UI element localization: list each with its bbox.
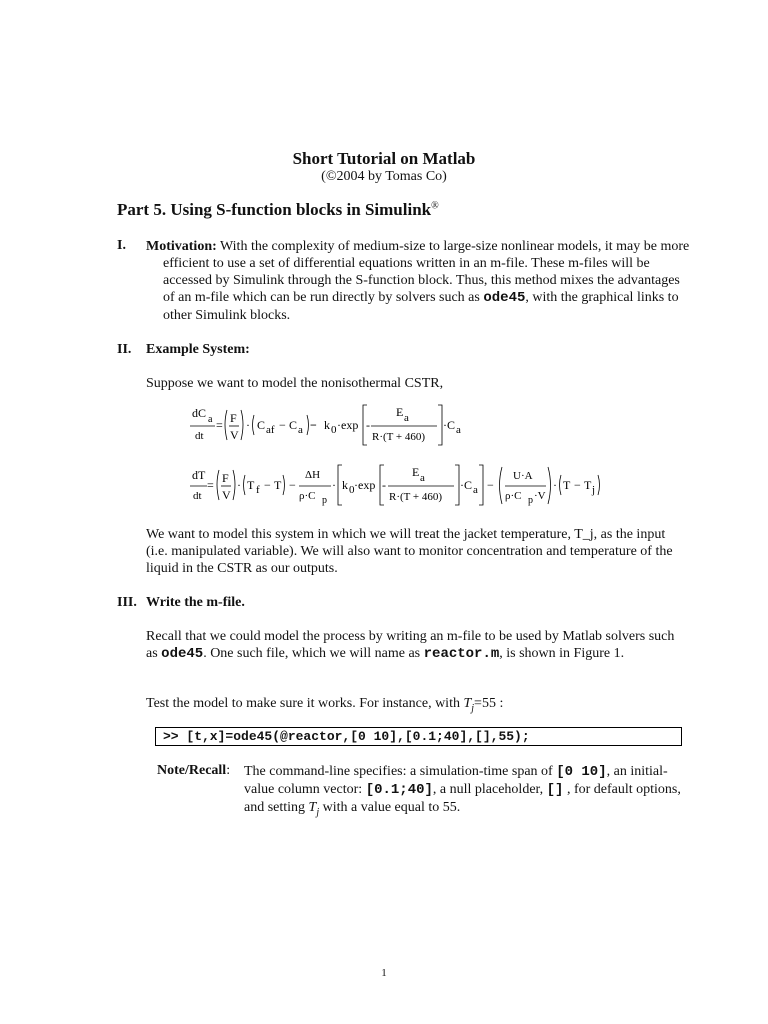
part-title: Part 5. Using S-function blocks in Simulink <box>117 200 432 219</box>
eq1-tail-sub: a <box>456 424 461 436</box>
eq2-rhoCp: ρ·C <box>299 490 316 502</box>
eq2-rhoCp-sub: p <box>322 495 327 506</box>
section-3-paragraph-2 <box>146 695 676 717</box>
eq1-Ea: E <box>396 405 404 419</box>
eq1-neg: - <box>366 418 370 432</box>
eq2-lhs-num: dT <box>192 468 206 482</box>
s3-p2-text-b: =55 : <box>474 696 504 711</box>
note-code-null: [] <box>546 782 564 798</box>
section-2-title: Example System: <box>146 342 250 357</box>
note-code-initial: [0.1;40] <box>365 782 433 798</box>
eq2-dot-3: · <box>553 478 557 492</box>
page-number: 1 <box>381 967 387 979</box>
eq2-k0: k <box>342 478 348 492</box>
eq1-F: F <box>230 411 237 425</box>
eq2-Tf-sub: f <box>256 484 260 496</box>
eq2-Tf: T <box>247 478 255 492</box>
eq1-minus: − <box>279 418 286 432</box>
eq2-neg: - <box>382 478 386 492</box>
section-1-code: ode45 <box>483 290 526 306</box>
eq1-lhs-num-sub: a <box>208 414 213 425</box>
s3-p1-code-reactor: reactor.m <box>423 646 500 662</box>
equation-1 <box>185 402 615 453</box>
eq2-Tj-sub: j <box>592 484 596 496</box>
eq2-minus-d: − <box>574 478 581 492</box>
note-label-text: Note/Recall <box>157 763 227 778</box>
section-1-text-b: , with the graphical links to other Simulink blocks. <box>163 290 679 323</box>
s3-p1-text-a: Recall that we could model the process by writing an m-file to be used by Matlab solvers such as <box>146 629 675 661</box>
s3-p1-code-ode45: ode45 <box>161 646 204 662</box>
eq1-Ca-sub: a <box>298 424 303 436</box>
eq2-T: T <box>274 478 282 492</box>
eq1-k0: k <box>324 418 330 432</box>
note-body <box>244 763 684 821</box>
note-var: T <box>308 800 317 815</box>
eq2-Ca: ·C <box>460 478 472 492</box>
eq1-Caf-sub: af <box>266 424 275 436</box>
section-2-after: We want to model this system in which we will treat the jacket temperature, T_j, as the input (i.e. manipulated variable). We will also want to monitor concentration and temperature of the liquid in the CSTR as our outputs. <box>146 527 673 576</box>
note-text-2: , an initial-value column vector: <box>244 764 668 797</box>
note-text-1: The command-line specifies: a simulation-time span of <box>244 764 557 779</box>
eq1-k0-sub: 0 <box>331 424 337 436</box>
eq1-Ca: C <box>289 418 298 432</box>
note-text-3: , a null placeholder, <box>432 782 547 797</box>
eq1-V: V <box>230 428 239 442</box>
s3-p2-var-sub: j <box>471 702 475 714</box>
eq2-k0-sub: 0 <box>349 484 355 496</box>
eq2-rhoCpV: ρ·C <box>505 490 522 502</box>
section-3-paragraph-1 <box>146 628 676 663</box>
eq2-exp: ·exp <box>354 478 376 492</box>
eq1-tail: ·C <box>443 418 455 432</box>
eq2-equals: = <box>207 478 214 492</box>
s3-p1-text-c: , is shown in Figure 1. <box>499 646 625 661</box>
eq1-minus-2: − <box>310 418 317 432</box>
eq2-Ca-sub: a <box>473 484 478 496</box>
section-3-number: III. <box>117 595 137 610</box>
eq2-Ea: E <box>412 465 420 479</box>
section-3-title: Write the m-file. <box>146 595 245 610</box>
section-1-title: Motivation: <box>146 239 217 254</box>
eq1-lhs-den: dt <box>195 430 204 442</box>
eq1-equals: = <box>216 418 223 432</box>
eq2-Ea-sub: a <box>420 472 425 484</box>
note-var-sub: j <box>316 806 320 818</box>
eq2-T2: T <box>563 478 571 492</box>
note-label <box>157 763 230 779</box>
eq2-dot-2: · <box>332 478 336 492</box>
eq2-minus-c: − <box>487 478 494 492</box>
s3-p2-text-a: Test the model to make sure it works. For instance, with <box>146 696 464 711</box>
section-1-number: I. <box>117 238 126 253</box>
note-text-4: , for default options, and setting <box>244 782 681 815</box>
document-subtitle: (©2004 by Tomas Co) <box>321 169 447 184</box>
eq1-Ea-sub: a <box>404 412 409 424</box>
eq1-Caf: C <box>257 418 266 432</box>
note-code-timespan: [0 10] <box>556 764 607 780</box>
eq2-minus-a: − <box>264 478 271 492</box>
eq2-den: R·(T + 460) <box>389 491 443 503</box>
eq2-lhs-den: dt <box>193 490 202 502</box>
eq2-rhoCpV-sub: p <box>528 495 533 506</box>
section-1-text-a: With the complexity of medium-size to large-size nonlinear models, it may be more efficient to use a set of differential equations written in an m-file. These m-files will be accessed by Simulink through the S-function block. Thus, this method mixes the advantages of an m-file which can be run directly by solvers such as <box>163 239 690 305</box>
note-colon: : <box>226 763 231 778</box>
s3-p2-var: T <box>463 696 472 711</box>
part-heading <box>117 200 439 220</box>
eq2-Tj: T <box>584 478 592 492</box>
section-2-intro: Suppose we want to model the nonisothermal CSTR, <box>146 376 444 391</box>
s3-p1-text-b: . One such file, which we will name as <box>203 646 424 661</box>
eq2-dot: · <box>237 478 241 492</box>
document-title: Short Tutorial on Matlab <box>292 149 476 168</box>
eq2-UA: U·A <box>513 470 533 482</box>
command-line-box: >> [t,x]=ode45(@reactor,[0 10],[0.1;40],[],55); <box>155 727 682 746</box>
eq1-den: R·(T + 460) <box>372 431 426 443</box>
equation-2 <box>185 462 615 513</box>
eq2-F: F <box>222 471 229 485</box>
section-1-paragraph <box>146 238 693 324</box>
eq1-lhs-num: dC <box>192 406 207 420</box>
eq2-minus-b: − <box>289 478 296 492</box>
eq2-dH: ΔH <box>305 469 321 481</box>
registered-mark: ® <box>431 200 439 212</box>
eq2-V: V <box>222 488 231 502</box>
eq1-dot: · <box>246 418 250 432</box>
eq2-rhoCpV-tail: ·V <box>534 490 546 502</box>
note-text-5: with a value equal to 55. <box>319 800 461 815</box>
section-2-number: II. <box>117 342 132 357</box>
eq1-exp: ·exp <box>337 418 359 432</box>
